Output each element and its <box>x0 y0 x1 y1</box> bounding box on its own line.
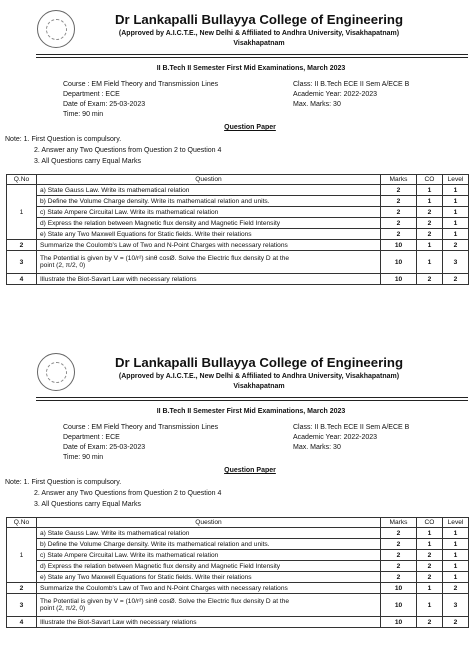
level-cell: 3 <box>443 594 469 617</box>
table-row <box>7 251 469 274</box>
question-paper-title: Question Paper <box>224 467 276 474</box>
co-cell: 2 <box>417 617 443 628</box>
header-co: CO <box>417 518 443 528</box>
class: Class: II B.Tech ECE II Sem A/ECE B <box>293 81 410 88</box>
header-marks: Marks <box>381 175 417 185</box>
marks-cell: 2 <box>381 561 417 572</box>
qno-cell: 1 <box>7 185 37 240</box>
question-cell: a) State Gauss Law. Write its mathematical relation <box>37 528 381 539</box>
level-cell: 2 <box>443 274 469 285</box>
department: Department : ECE <box>63 91 120 98</box>
table-row <box>7 218 469 229</box>
header-level: Level <box>443 175 469 185</box>
approval-line: (Approved by A.I.C.T.E., New Delhi & Affiliated to Andhra University, Visakhapatnam) <box>118 30 400 37</box>
table-header-row <box>7 518 469 528</box>
question-cell <box>37 594 381 617</box>
level-cell: 1 <box>443 185 469 196</box>
co-cell: 2 <box>417 274 443 285</box>
max-marks: Max. Marks: 30 <box>293 444 341 451</box>
marks-cell: 2 <box>381 539 417 550</box>
question-cell: b) Define the Volume Charge density. Write its mathematical relation and units. <box>37 196 381 207</box>
exam-title: II B.Tech II Semester First Mid Examinations, March 2023 <box>156 65 346 72</box>
question-cell: c) State Ampere Circuital Law. Write its mathematical relation <box>37 207 381 218</box>
co-cell: 1 <box>417 240 443 251</box>
note-1: Note: 1. First Question is compulsory. <box>5 136 122 143</box>
question-paper-copy-1 <box>0 0 474 320</box>
question-cell: c) State Ampere Circuital Law. Write its mathematical relation <box>37 550 381 561</box>
co-cell: 1 <box>417 583 443 594</box>
marks-cell: 2 <box>381 218 417 229</box>
college-name: Dr Lankapalli Bullayya College of Engineering <box>115 355 403 370</box>
marks-cell: 10 <box>381 274 417 285</box>
city: Visakhapatnam <box>233 383 285 390</box>
header-question: Question <box>37 175 381 185</box>
marks-cell: 2 <box>381 207 417 218</box>
table-row <box>7 240 469 251</box>
table-row <box>7 185 469 196</box>
table-row <box>7 539 469 550</box>
question-cell: d) Express the relation between Magnetic flux density and Magnetic Field Intensity <box>37 561 381 572</box>
marks-cell: 10 <box>381 583 417 594</box>
table-row <box>7 617 469 628</box>
question-table <box>6 174 469 285</box>
note-2: 2. Answer any Two Questions from Question 2 to Question 4 <box>34 147 222 154</box>
exam-date: Date of Exam: 25-03-2023 <box>63 444 146 451</box>
qno-cell: 4 <box>7 274 37 285</box>
divider <box>36 57 468 58</box>
co-cell: 2 <box>417 561 443 572</box>
marks-cell: 2 <box>381 550 417 561</box>
qno-cell: 4 <box>7 617 37 628</box>
header-marks: Marks <box>381 518 417 528</box>
level-cell: 1 <box>443 528 469 539</box>
note-3: 3. All Questions carry Equal Marks <box>34 158 141 165</box>
table-row <box>7 274 469 285</box>
divider <box>36 54 468 55</box>
header-question: Question <box>37 518 381 528</box>
divider <box>36 400 468 401</box>
co-cell: 1 <box>417 196 443 207</box>
note-3: 3. All Questions carry Equal Marks <box>34 501 141 508</box>
question-cell: a) State Gauss Law. Write its mathematical relation <box>37 185 381 196</box>
marks-cell: 2 <box>381 229 417 240</box>
level-cell: 1 <box>443 207 469 218</box>
academic-year: Academic Year: 2022-2023 <box>293 434 378 441</box>
header-co: CO <box>417 175 443 185</box>
co-cell: 1 <box>417 594 443 617</box>
marks-cell: 10 <box>381 594 417 617</box>
co-cell: 2 <box>417 218 443 229</box>
table-row <box>7 528 469 539</box>
table-row <box>7 550 469 561</box>
table-row <box>7 196 469 207</box>
exam-title: II B.Tech II Semester First Mid Examinations, March 2023 <box>156 408 346 415</box>
question-paper-title: Question Paper <box>224 124 276 131</box>
table-row <box>7 229 469 240</box>
academic-year: Academic Year: 2022-2023 <box>293 91 378 98</box>
qno-cell: 2 <box>7 240 37 251</box>
question-paper-copy-2 <box>0 343 474 663</box>
table-row <box>7 561 469 572</box>
college-name: Dr Lankapalli Bullayya College of Engineering <box>115 12 403 27</box>
level-cell: 1 <box>443 550 469 561</box>
qno-cell: 3 <box>7 594 37 617</box>
question-cell: e) State any Two Maxwell Equations for Static fields. Write their relations <box>37 229 381 240</box>
level-cell: 2 <box>443 617 469 628</box>
department: Department : ECE <box>63 434 120 441</box>
note-2: 2. Answer any Two Questions from Question 2 to Question 4 <box>34 490 222 497</box>
qno-cell: 2 <box>7 583 37 594</box>
question-cell <box>37 251 381 274</box>
level-cell: 1 <box>443 218 469 229</box>
question-table <box>6 517 469 628</box>
marks-cell: 10 <box>381 240 417 251</box>
exam-time: Time: 90 min <box>63 111 104 118</box>
co-cell: 2 <box>417 550 443 561</box>
table-row <box>7 583 469 594</box>
marks-cell: 10 <box>381 251 417 274</box>
question-line-2: point (2, π/2, 0) <box>40 605 86 612</box>
question-cell: Illustrate the Biot-Savart Law with necessary relations <box>37 617 381 628</box>
header-qno: Q.No <box>7 518 37 528</box>
exam-date: Date of Exam: 25-03-2023 <box>63 101 146 108</box>
co-cell: 2 <box>417 207 443 218</box>
level-cell: 2 <box>443 240 469 251</box>
marks-cell: 10 <box>381 617 417 628</box>
co-cell: 1 <box>417 185 443 196</box>
question-line-2: point (2, π/2, 0) <box>40 262 86 269</box>
level-cell: 1 <box>443 572 469 583</box>
city: Visakhapatnam <box>233 40 285 47</box>
question-cell: b) Define the Volume Charge density. Write its mathematical relation and units. <box>37 539 381 550</box>
note-1: Note: 1. First Question is compulsory. <box>5 479 122 486</box>
co-cell: 1 <box>417 251 443 274</box>
marks-cell: 2 <box>381 196 417 207</box>
divider <box>36 397 468 398</box>
marks-cell: 2 <box>381 528 417 539</box>
qno-cell: 3 <box>7 251 37 274</box>
co-cell: 1 <box>417 539 443 550</box>
co-cell: 2 <box>417 572 443 583</box>
header-level: Level <box>443 518 469 528</box>
co-cell: 1 <box>417 528 443 539</box>
level-cell: 1 <box>443 229 469 240</box>
header-qno: Q.No <box>7 175 37 185</box>
table-row <box>7 594 469 617</box>
question-cell: Summarize the Coulomb's Law of Two and N-Point Charges with necessary relations <box>37 583 381 594</box>
question-cell: d) Express the relation between Magnetic flux density and Magnetic Field Intensity <box>37 218 381 229</box>
table-header-row <box>7 175 469 185</box>
table-row <box>7 207 469 218</box>
question-line-1: The Potential is given by V = (10/r²) sinθ cosØ. Solve the Electric flux density D at the <box>40 598 290 605</box>
co-cell: 2 <box>417 229 443 240</box>
question-line-1: The Potential is given by V = (10/r²) sinθ cosØ. Solve the Electric flux density D at the <box>40 255 290 262</box>
question-cell: Summarize the Coulomb's Law of Two and N-Point Charges with necessary relations <box>37 240 381 251</box>
max-marks: Max. Marks: 30 <box>293 101 341 108</box>
level-cell: 1 <box>443 539 469 550</box>
course: Course : EM Field Theory and Transmission Lines <box>63 424 219 431</box>
level-cell: 1 <box>443 561 469 572</box>
level-cell: 3 <box>443 251 469 274</box>
class: Class: II B.Tech ECE II Sem A/ECE B <box>293 424 410 431</box>
question-cell: e) State any Two Maxwell Equations for Static fields. Write their relations <box>37 572 381 583</box>
course: Course : EM Field Theory and Transmission Lines <box>63 81 219 88</box>
level-cell: 2 <box>443 583 469 594</box>
approval-line: (Approved by A.I.C.T.E., New Delhi & Affiliated to Andhra University, Visakhapatnam) <box>118 373 400 380</box>
marks-cell: 2 <box>381 572 417 583</box>
level-cell: 1 <box>443 196 469 207</box>
marks-cell: 2 <box>381 185 417 196</box>
exam-time: Time: 90 min <box>63 454 104 461</box>
qno-cell: 1 <box>7 528 37 583</box>
table-row <box>7 572 469 583</box>
question-cell: Illustrate the Biot-Savart Law with necessary relations <box>37 274 381 285</box>
